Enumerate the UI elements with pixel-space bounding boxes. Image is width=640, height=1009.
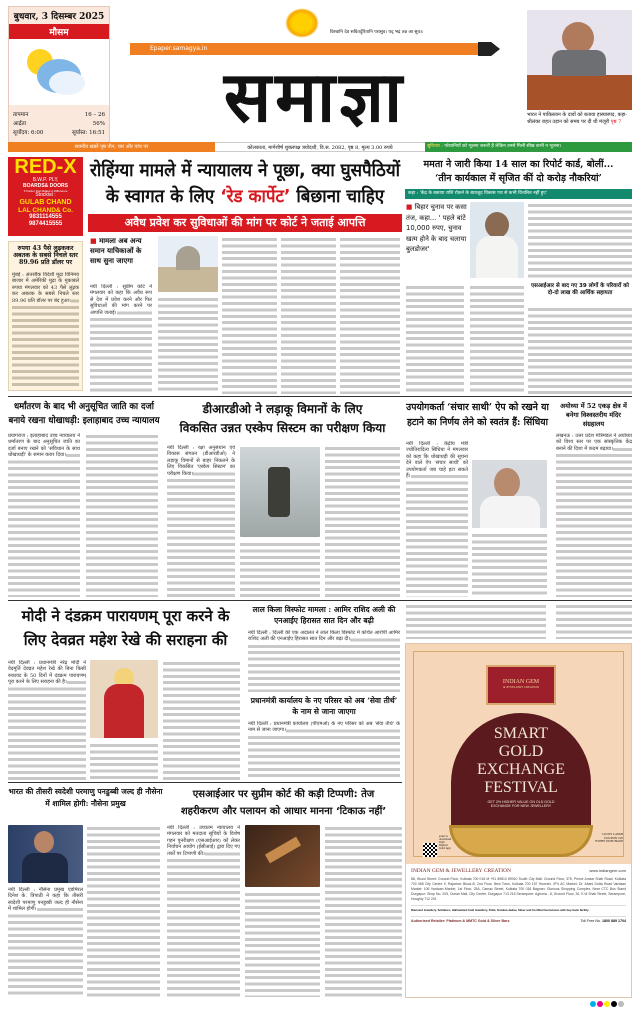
redx-dealer2: LAL CHAND& Co. <box>18 206 73 214</box>
ayodhya-body: लखनऊ : उत्तर प्रदेश मंत्रिमंडल ने अयोध्या को विश्व स्तर पर एक सांस्कृतिक केंद्र बनाने की दिशा में कदम बढ़ाया। <box>556 433 632 597</box>
date: बुधवार, 3 दिसम्बर 2025 <box>13 12 105 22</box>
motto: विश्वानि देव सवितर्दुरितानि परासुव। यद् भद्रं तन्न आ सुव॥ <box>330 30 423 35</box>
temperature-row: तापमान 16 – 26 <box>13 112 105 118</box>
store-addresses: 88, Wood Street: Ground Floor, Kolkata 700 016 M +91 89810 89010 South City Mall: Ground Floor, 375, Prince Anwar Shah Road, Kolkata 700 068 City Centre II, Rajarhat: Block-B, 2nd Floor, New Town, Kolkata 700 157 Howrah: JP's AC Market, Dr. Abani Dutta Road Vardaan Market: 106 Vardaan Market, 1st Floor, 25A, Camac Street, Kolkata 700 016 Bagnan: Glorious Shopping Complex, Near CTC Bus Stand Durgapur: Shop No. 205, Ocean Mall, City Centre, Durgapur 713 216 Serampore: Aghoria - 8, Ground Floor, 30, K M Shah Street, Serampore, Hooghly 712 201 <box>411 877 626 901</box>
conversion-headline[interactable]: धर्मांतरण के बाद भी अनुसूचित जाति का दर्जा बनाये रखना धोखाधड़ी: इलाहाबाद उच्च न्यायालय <box>8 402 160 426</box>
sun-cloud-icon <box>9 39 109 105</box>
redx-stockist: Stockist : <box>35 192 56 199</box>
company-name: INDIAN GEM & JEWELLERY CREATION <box>411 868 512 874</box>
registration-marks <box>590 1001 624 1007</box>
sun-times-row: सूर्योदय: 6:00 सूर्यास्त: 16:51 <box>13 130 105 136</box>
bihar-kicker: ■ बिहार चुनाव पर कसा तंज, कहा... ' पहले बांटे 10,000 रुपए, चुनाव खत्म होने के बाद चलाया बुलडोजर' <box>406 203 467 253</box>
ad-headline-panel: SMART GOLD EXCHANGE FESTIVAL GET 2% HIGHER VALUE ON OLD GOLD EXCHANGE FOR NEW JEWELLERY <box>451 713 591 825</box>
ayodhya-headline[interactable]: अयोध्या में 52 एकड़ क्षेत्र में बनेगा विश्वस्तरीय मंदिर संग्रहालय <box>560 402 627 428</box>
redx-phone2: 9874415555 <box>28 221 63 228</box>
drdo-body-2 <box>240 541 320 597</box>
supreme-court-photo <box>158 236 218 292</box>
lead-kicker: ■ मामला अब अन्य समान याचिकाओं के साथ सुना जाएगा <box>90 237 142 265</box>
ayodhya-body-tail <box>556 603 632 639</box>
redx-ad[interactable] <box>8 157 83 236</box>
modi-headline[interactable]: मोदी ने दंडक्रम पारायणम् पूरा करने के लिए देवव्रत महेश रेखे की सराहना की <box>21 607 230 649</box>
scindia-photo <box>472 460 547 528</box>
toll-free[interactable]: Toll Free No. 1800 889 1704 <box>580 919 626 923</box>
top-right-photo <box>527 10 632 110</box>
redfort-headline[interactable]: लाल किला विस्फोट मामला : आमिर राशिद अली की एनआईए हिरासत सात दिन और बढ़ी <box>252 605 396 625</box>
redx-tag: X Factor that Makes A Difference <box>23 189 68 194</box>
lead-headline[interactable]: रोहिंग्या मामले में न्यायालय ने पूछा, क्या घुसपैठियों के स्वागत के लिए ‘रेड कार्पेट’ बिछाना चाहिए <box>89 160 401 207</box>
sun-logo-icon <box>285 8 319 38</box>
lucky-coupon: LUCKY LAXMI COUPON ON EVERY PURCHASE <box>595 832 623 844</box>
mamata-headline[interactable]: ममता ने जारी किया 14 साल का रिपोर्ट कार्ड, बोलीं... ‘तीन कार्यकाल में सृजित कीं दो करोड़ नौकरियां’ <box>423 159 614 184</box>
navy-chief-photo <box>8 825 83 883</box>
modi-body-2 <box>90 742 158 780</box>
lead-body-2 <box>158 296 218 394</box>
website-link[interactable]: www.indiangem.com <box>589 868 626 873</box>
mamata-body-2 <box>470 284 524 394</box>
scindia-body-tail <box>406 603 546 639</box>
conversion-body-1: प्रयागराज : इलाहाबाद उच्च न्यायालय ने धर्मांतरण के बाद अनुसूचित जाति का दर्जा बनाए रखने को 'संविधान के साथ धोखाधड़ी' के समान करार दिया। <box>8 433 80 597</box>
lead-body-4 <box>281 236 336 394</box>
redfort-body: नयी दिल्ली : दिल्ली की एक अदालत ने लाल किला विस्फोट में कथित आरोपी आमिर राशिद अली की एनआईए हिरासत सात दिन और बढ़ा दी। <box>248 630 400 692</box>
strip-right: सुविचार : परेशानियों को भूलना जरूरी है लेकिन उनसे मिली सीख कभी न भूलना। <box>425 142 632 152</box>
drdo-headline[interactable]: डीआरडीओ ने लड़ाकू विमानों के लिए विकसित उन्नत एस्केप सिस्टम का परीक्षण किया <box>179 402 386 435</box>
modi-body-1: नयी दिल्ली : प्रधानमंत्री नरेंद्र मोदी ने वेदमूर्ति देवव्रत महेश रेखे की बिना किसी रुकावट के 50 दिनों में दंडक्रम पारायणम् पूरा करने के लिए सराहना की है। <box>8 660 86 780</box>
scindia-body-1: नयी दिल्ली : केंद्रीय मंत्री ज्योतिरादित्य सिंधिया ने मंगलवार को कहा कि धोखाधड़ी की सूचना देने वाले ऐप 'संचार साथी' को उपयोगकर्ता जब चाहे हटा सकते हैं। <box>406 441 468 597</box>
conversion-body-2 <box>86 433 158 597</box>
scindia-headline[interactable]: उपयोगकर्ता ‘संचार साथी’ ऐप को रखने या हटाने का निर्णय लेने को स्वतंत्र हैं: सिंधिया <box>406 402 549 428</box>
indian-gem-ad[interactable] <box>405 643 632 998</box>
necklace-icon <box>449 825 593 857</box>
rupee-story <box>8 241 83 391</box>
strip-left: स्थानीय खबरें पृष्ठ तीन, चार और पांच पर <box>8 142 215 152</box>
gavel-photo <box>245 825 320 887</box>
qr-caption: scan to download IGJC Digital Gold App <box>439 835 452 850</box>
rupee-headline[interactable]: रुपया 43 पैसे लुढ़ककर अबतक के सबसे निचले स्तर 89.96 प्रति डॉलर पर <box>13 245 78 267</box>
scindia-body-2 <box>472 532 547 597</box>
mamata-photo <box>470 202 524 278</box>
lead-subhead: अवैध प्रवेश कर सुविधाओं की मांग पर कोर्ट ने जताई आपत्ति <box>88 214 402 232</box>
sir-body-2 <box>245 891 320 997</box>
redx-line2: BOARDS& DOORS <box>22 182 68 189</box>
gem-logo: INDIAN GEM & JEWELLERY CREATION <box>486 665 556 705</box>
pmo-headline[interactable]: प्रधानमंत्री कार्यालय के नए परिसर को अब ‘सेवा तीर्थ’ के नाम से जाना जाएगा <box>250 696 398 716</box>
devvrat-photo <box>90 660 158 738</box>
navy-headline[interactable]: भारत की तीसरी स्वदेशी परमाणु पनडुब्बी जल्द ही नौसेना में शामिल होगी: नौसेना प्रमुख <box>8 787 163 808</box>
redx-phone1: 9831114555 <box>29 214 62 221</box>
drdo-body-3 <box>325 445 400 597</box>
mamata-subhead: एसआईआर से बाद गए 39 लोगों के परिवारों को दो-दो लाख की आर्थिक सहायता <box>531 283 629 296</box>
sir-body-1: नयी दिल्ली : उच्चतम न्यायालय ने मंगलवार को मतदाता सूचियों के विशेष गहन पुनरीक्षण (एसआईआर) को लेकर निर्वाचन आयोग (ईसीआई) द्वारा दिए गए तर्कों पर टिप्पणी की। <box>167 825 240 997</box>
weather-box <box>8 6 110 144</box>
redx-dealer1: GULAB CHAND <box>19 198 72 206</box>
mamata-body-3 <box>528 202 632 280</box>
pen-nib-icon <box>478 42 500 56</box>
products-line: Diamond Jewellery, Solitaires, Hallmarked Gold Jewellery, Polki, Kundan-Jadau, Silver and Certified Gemstones with buy-back facility. <box>411 905 626 912</box>
navy-body-2 <box>87 825 160 997</box>
mamata-body-4 <box>528 306 632 394</box>
redx-line1: B.W.P. PLY, <box>32 177 59 183</box>
sir-body-3 <box>325 825 402 997</box>
humidity-row: आर्द्रता 56% <box>13 121 105 127</box>
masthead-logo: समाज्ञा <box>223 56 407 138</box>
escape-system-photo <box>240 447 320 537</box>
strip-mid: कोलकाता, मार्गशीर्ष शुक्लपक्ष त्रयोदशी, वि.स. 2082, पृष्ठ 8, मूल्य 3.00 रुपये <box>215 142 425 152</box>
lead-body-1: नयी दिल्ली : सुप्रीम कोर्ट ने मंगलवार को कहा कि अवैध रूप से देश में प्रवेश करने और फिर सुविधाओं की मांग करने पर आपत्ति जताई। <box>90 284 152 394</box>
top-right-caption[interactable]: भारत ने पाकिस्तान के दावों को बताया हास्यास्पद, कहा- श्रीलंका राहत उड़ान को समय पर दी थी मंजूरी पृष्ठ 7 <box>527 112 628 125</box>
lead-body-3 <box>222 236 277 394</box>
redx-brand: RED-X <box>14 157 77 178</box>
lead-body-5 <box>340 236 400 394</box>
qr-code-icon[interactable] <box>423 843 437 857</box>
rupee-body: मुंबई : अंतरबैंक विदेशी मुद्रा विनिमय बाजार में अमेरिकी मुद्रा के मुकाबले रुपया मंगलवार को 43 पैसे लुढ़क कर अबतक के सबसे निचले स्तर 89.96 प्रति डॉलर पर बंद हुआ। <box>12 272 79 387</box>
navy-body-1: नयी दिल्ली : नौसेना प्रमुख एडमिरल दिनेश के. त्रिपाठी ने कहा कि तीसरी स्वदेशी परमाणु पनडुब्बी जल्द ही नौसेना में शामिल होगी। <box>8 887 83 997</box>
pmo-body: नयी दिल्ली : प्रधानमंत्री कार्यालय (पीएमओ) के नए परिसर को अब 'सेवा तीर्थ' के नाम से जाना जाएगा। <box>248 721 400 778</box>
epaper-link[interactable]: Epaper.samagya.in <box>150 45 208 52</box>
ad-poster <box>406 644 631 864</box>
sir-headline[interactable]: एसआईआर पर सुप्रीम कोर्ट की कड़ी टिप्पणी: तेज शहरीकरण और पलायन को आधार मानना ‘टिकाऊ नहीं’ <box>180 789 387 817</box>
retailer-line: Authorised Retailer: Platinum & MMTC Gold & Silver Bars <box>411 919 510 923</box>
mamata-body-1 <box>406 284 464 394</box>
mamata-bar: कहा : 'केंद्र के बकाया राशि रोकने के बावजूद विकास पथ से कभी विचलित नहीं हुए' <box>405 189 632 199</box>
drdo-body-1: नयी दिल्ली : रक्षा अनुसंधान एवं विकास संगठन (डीआरडीओ) ने लड़ाकू विमानों से बाहर निकलने के लिए विकसित 'एस्केप सिस्टम' का परीक्षण किया। <box>167 445 235 597</box>
weather-label: मौसम <box>9 24 109 39</box>
modi-body-3 <box>163 660 240 780</box>
